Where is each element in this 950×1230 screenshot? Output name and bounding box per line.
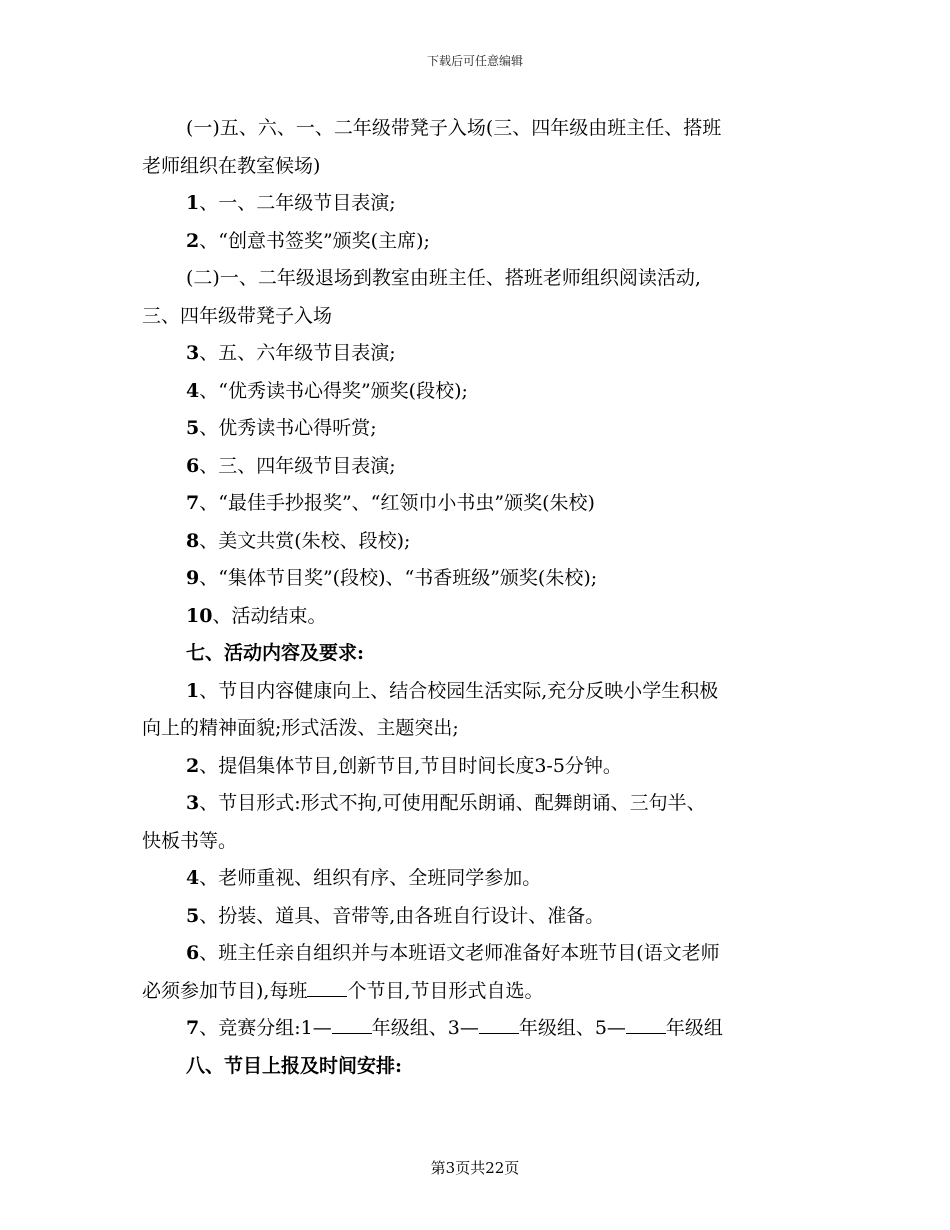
item-number: 7 bbox=[186, 1017, 200, 1039]
paragraph-line: (二)一、二年级退场到教室由班主任、搭班老师组织阅读活动, bbox=[186, 267, 701, 289]
item-number: 3 bbox=[186, 792, 200, 814]
item-number: 2 bbox=[186, 229, 200, 252]
paragraph-line: 快板书等。 bbox=[142, 829, 238, 852]
paragraph-line: (一)五、六、一、二年级带凳子入场(三、四年级由班主任、搭班 bbox=[186, 117, 722, 139]
item-text: 、“集体节目奖”(段校)、“书香班级”颁奖(朱校); bbox=[199, 567, 598, 589]
item-number: 1 bbox=[186, 679, 200, 702]
fill-in-blank bbox=[626, 1017, 666, 1034]
item-text: 、老师重视、组织有序、全班同学参加。 bbox=[199, 867, 542, 889]
list-item bbox=[142, 523, 810, 561]
item-number: 5 bbox=[186, 417, 200, 439]
list-item bbox=[142, 185, 810, 223]
list-item bbox=[142, 598, 810, 636]
list-item bbox=[142, 410, 810, 448]
item-number: 8 bbox=[186, 529, 200, 552]
item-text: 、提倡集体节目,创新节目,节目时间长度3-5分钟。 bbox=[199, 754, 622, 777]
item-number: 6 bbox=[186, 454, 200, 477]
item-text: 、优秀读书心得听赏; bbox=[199, 417, 377, 439]
list-item bbox=[142, 560, 810, 598]
item-number: 4 bbox=[186, 867, 200, 889]
list-item bbox=[142, 785, 810, 823]
item-text: 、节目内容健康向上、结合校园生活实际,充分反映小学生积极 bbox=[199, 679, 719, 702]
line-text: 必须参加节目),每班 bbox=[142, 979, 308, 1002]
item-text: 、“创意书签奖”颁奖(主席); bbox=[199, 229, 430, 252]
document-body bbox=[142, 110, 810, 1085]
item-number: 6 bbox=[186, 942, 200, 964]
item-number: 2 bbox=[186, 754, 200, 777]
paragraph-line: 向上的精神面貌;形式活泼、主题突出; bbox=[142, 717, 459, 739]
list-item bbox=[142, 223, 810, 261]
item-number: 3 bbox=[186, 342, 200, 364]
item-number: 5 bbox=[186, 904, 200, 927]
list-item bbox=[142, 860, 810, 898]
paragraph-line: 三、四年级带凳子入场 bbox=[142, 304, 333, 327]
item-text: 、“最佳手抄报奖”、“红领巾小书虫”颁奖(朱校) bbox=[199, 492, 595, 514]
item-text: 、扮装、道具、音带等,由各班自行设计、准备。 bbox=[199, 904, 605, 927]
item-text: 年级组 bbox=[665, 1017, 723, 1039]
page-footer: 第3页共22页 bbox=[430, 1159, 520, 1177]
item-text: 年级组、5— bbox=[518, 1017, 626, 1039]
item-number: 1 bbox=[186, 192, 200, 214]
list-item bbox=[142, 673, 810, 711]
item-number: 9 bbox=[186, 567, 200, 589]
item-text: 、美文共赏(朱校、段校); bbox=[199, 529, 411, 552]
item-text: 、“优秀读书心得奖”颁奖(段校); bbox=[199, 379, 468, 402]
item-text: 、三、四年级节目表演; bbox=[199, 454, 396, 477]
list-item bbox=[142, 448, 810, 486]
list-item bbox=[142, 335, 810, 373]
item-number: 7 bbox=[186, 492, 200, 514]
item-text: 、节目形式:形式不拘,可使用配乐朗诵、配舞朗诵、三句半、 bbox=[199, 792, 706, 814]
item-text: 、五、六年级节目表演; bbox=[199, 342, 396, 364]
paragraph-line bbox=[142, 973, 810, 1011]
paragraph-line: 老师组织在教室候场) bbox=[142, 154, 321, 177]
item-text: 、活动结束。 bbox=[212, 604, 327, 627]
item-text: 、一、二年级节目表演; bbox=[199, 192, 396, 214]
item-number: 4 bbox=[186, 379, 200, 402]
fill-in-blank bbox=[332, 1017, 372, 1034]
fill-in-blank bbox=[307, 980, 347, 997]
item-number: 10 bbox=[186, 604, 213, 627]
list-item bbox=[142, 1010, 810, 1048]
item-text: 、班主任亲自组织并与本班语文老师准备好本班节目(语文老师 bbox=[199, 942, 720, 964]
section-heading: 八、节目上报及时间安排: bbox=[186, 1054, 403, 1077]
item-text: 、竞赛分组:1— bbox=[199, 1017, 332, 1039]
list-item bbox=[142, 485, 810, 523]
line-text: 个节目,节目形式自选。 bbox=[347, 979, 544, 1002]
item-text: 年级组、3— bbox=[371, 1017, 479, 1039]
fill-in-blank bbox=[479, 1017, 519, 1034]
list-item bbox=[142, 898, 810, 936]
section-heading: 七、活动内容及要求: bbox=[186, 642, 365, 664]
list-item bbox=[142, 373, 810, 411]
page-header: 下载后可任意编辑 bbox=[426, 54, 523, 68]
list-item bbox=[142, 935, 810, 973]
list-item bbox=[142, 748, 810, 786]
